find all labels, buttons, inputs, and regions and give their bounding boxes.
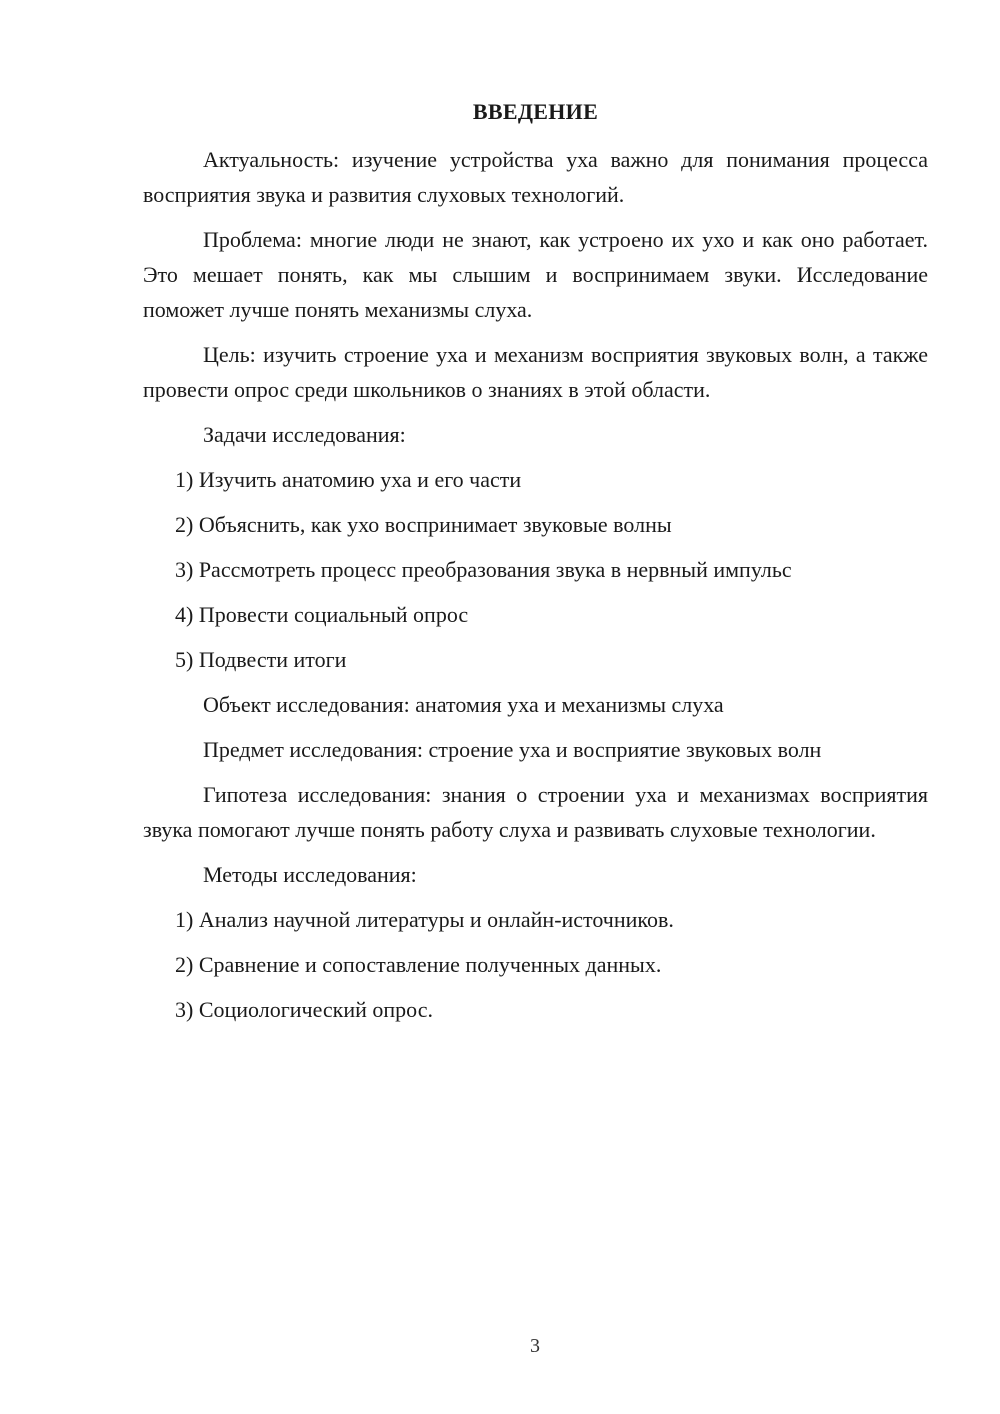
list-item: 4) Провести социальный опрос bbox=[175, 602, 469, 627]
list-item: 5) Подвести итоги bbox=[175, 647, 347, 672]
tasks-list bbox=[143, 462, 928, 677]
list-item: 2) Сравнение и сопоставление полученных данных. bbox=[175, 952, 662, 977]
methods-label: Методы исследования: bbox=[203, 862, 417, 887]
list-item: 2) Объяснить, как ухо воспринимает звуковые волны bbox=[175, 512, 672, 537]
page-number: 3 bbox=[530, 1335, 540, 1357]
hypothesis-paragraph: Гипотеза исследования: знания о строении уха и механизмах восприятия звука помогают лучше понять работу слуха и развивать слуховые технологии. bbox=[143, 782, 928, 842]
list-item: 1) Анализ научной литературы и онлайн-источников. bbox=[175, 907, 674, 932]
relevance-paragraph: Актуальность: изучение устройства уха важно для понимания процесса восприятия звука и развития слуховых технологий. bbox=[143, 147, 928, 207]
object-line: Объект исследования: анатомия уха и механизмы слуха bbox=[203, 692, 724, 717]
methods-list bbox=[143, 902, 928, 1027]
tasks-label: Задачи исследования: bbox=[203, 422, 406, 447]
goal-paragraph: Цель: изучить строение уха и механизм восприятия звуковых волн, а также провести опрос среди школьников о знаниях в этой области. bbox=[143, 342, 928, 402]
page-title: ВВЕДЕНИЕ bbox=[472, 99, 599, 124]
subject-line: Предмет исследования: строение уха и восприятие звуковых волн bbox=[203, 737, 822, 762]
list-item: 3) Социологический опрос. bbox=[175, 997, 433, 1022]
problem-paragraph: Проблема: многие люди не знают, как устроено их ухо и как оно работает. Это мешает понять, как мы слышим и воспринимаем звуки. Исследование поможет лучше понять механизмы слуха. bbox=[143, 227, 928, 322]
page-content bbox=[143, 96, 928, 1037]
list-item: 1) Изучить анатомию уха и его части bbox=[175, 467, 522, 492]
list-item: 3) Рассмотреть процесс преобразования звука в нервный импульс bbox=[175, 557, 792, 582]
